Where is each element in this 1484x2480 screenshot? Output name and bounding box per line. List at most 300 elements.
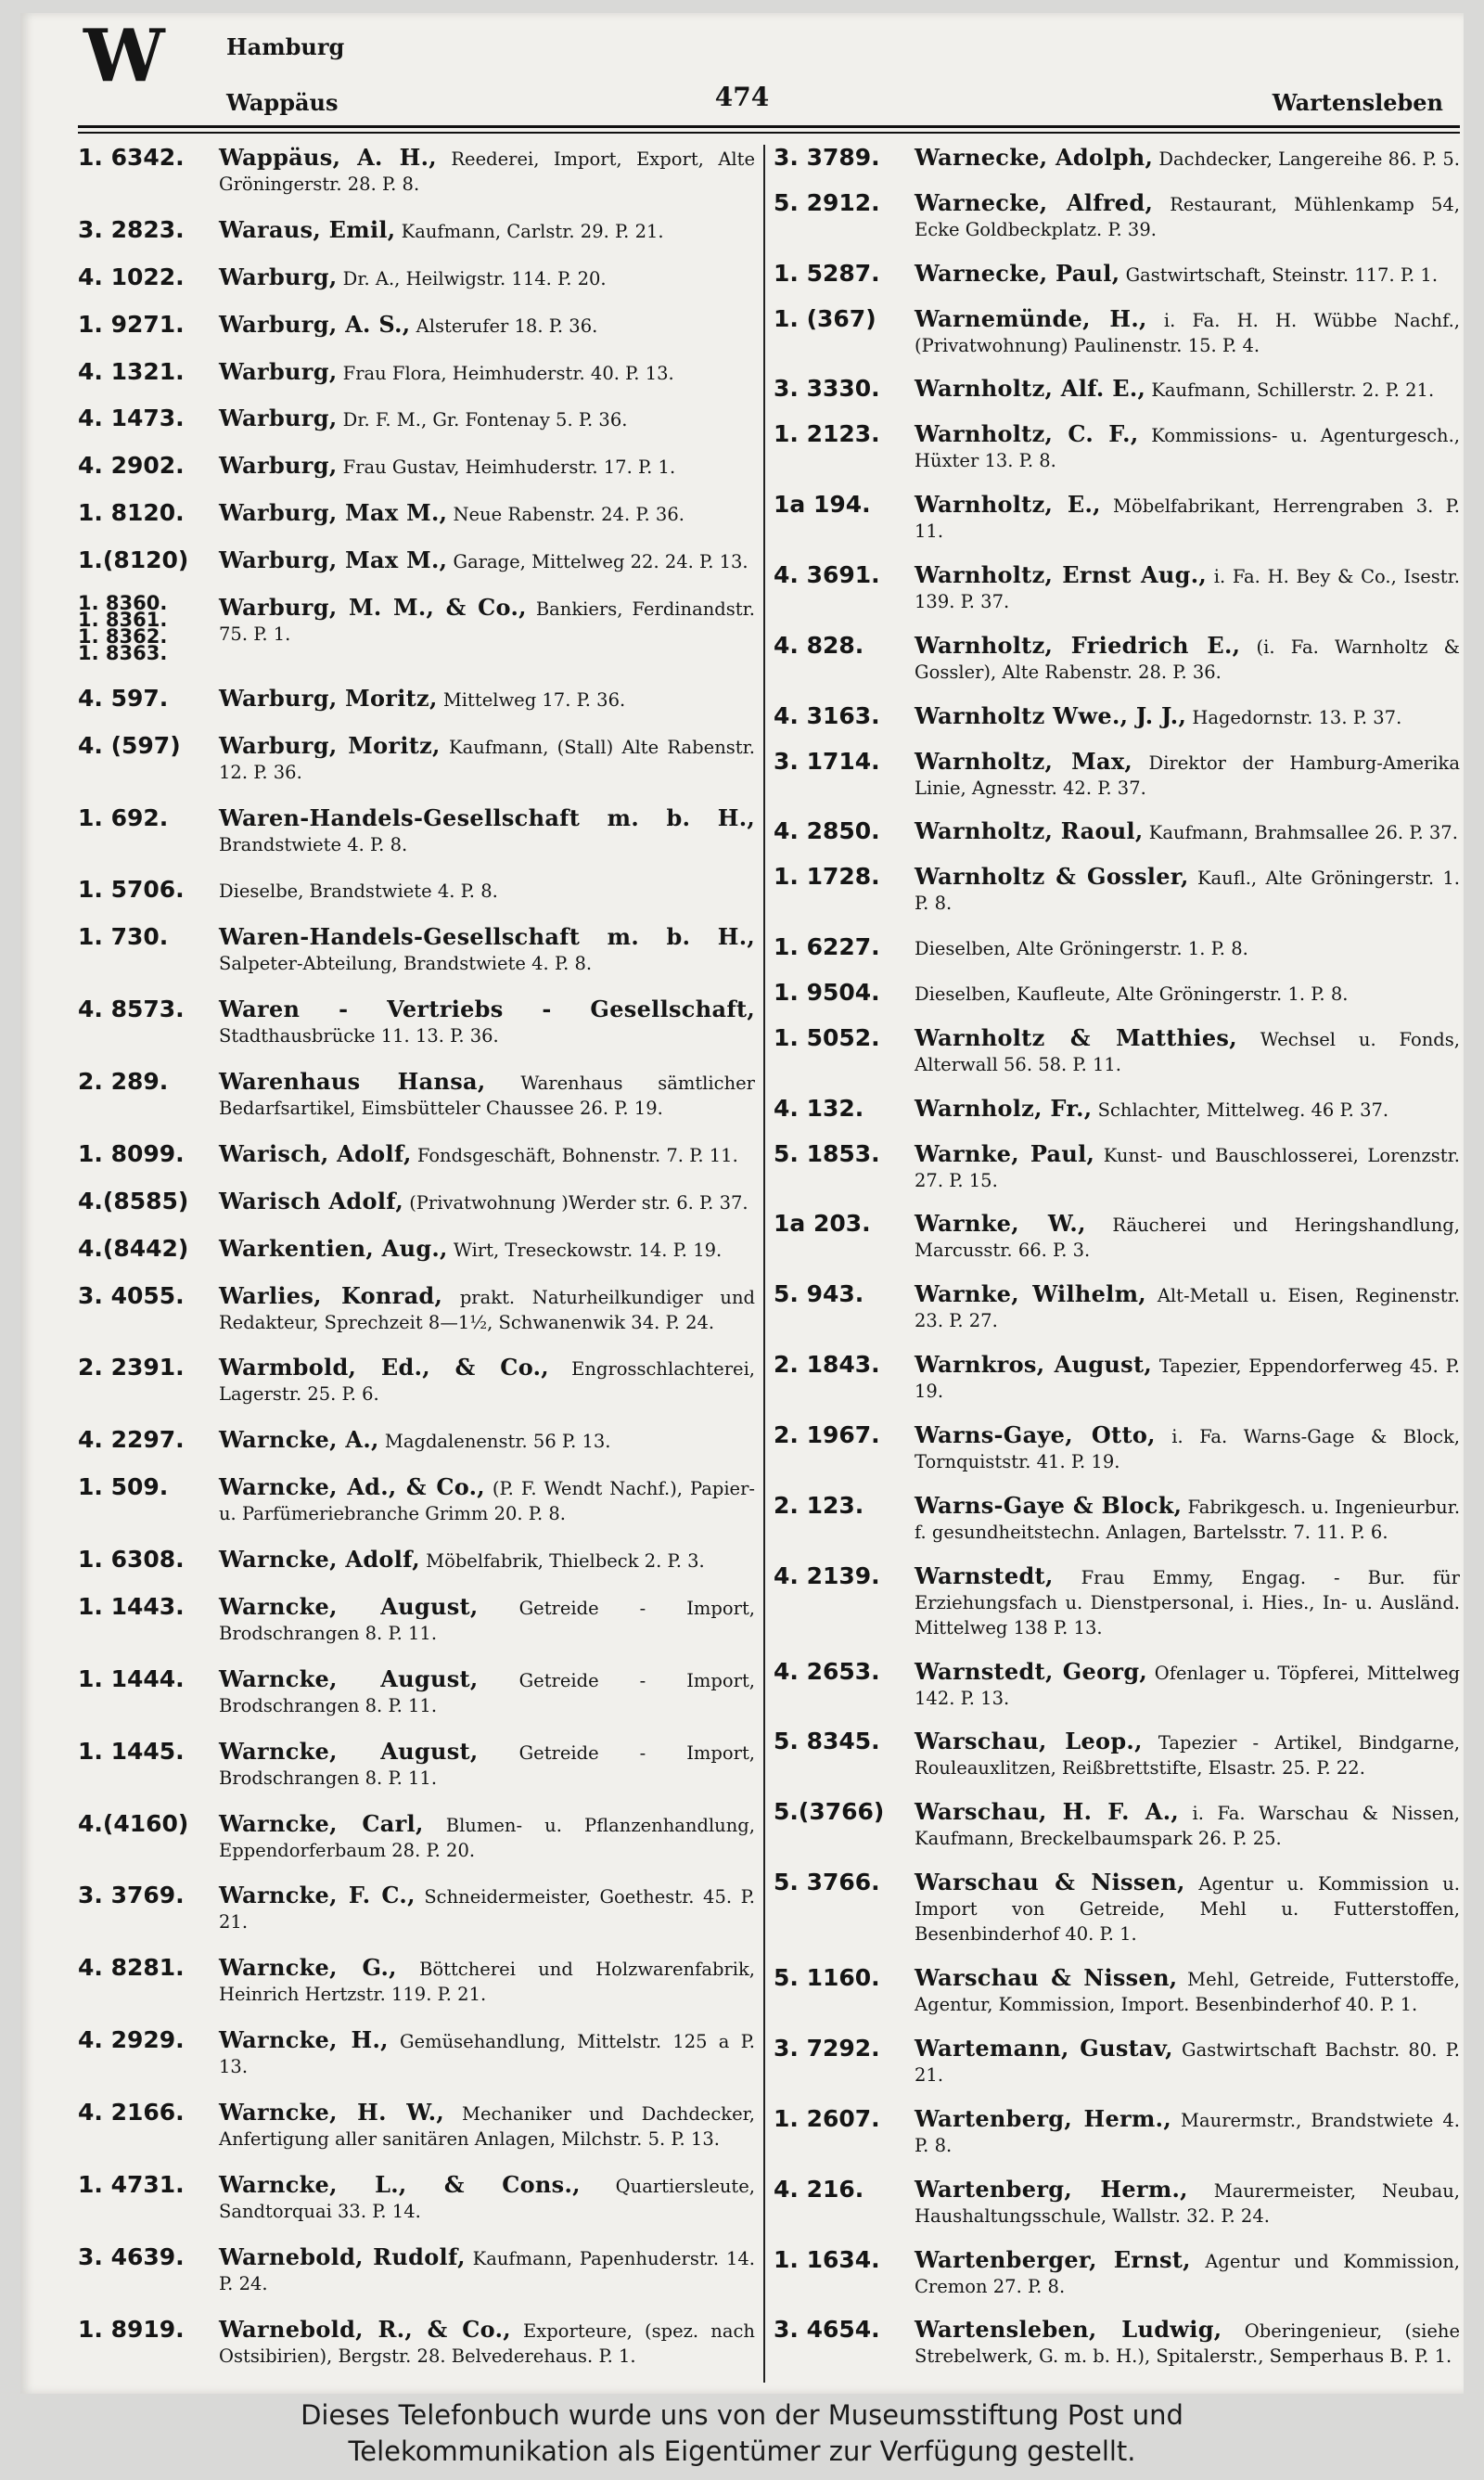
subscriber-name: Warncke, L., & Cons.,: [219, 2170, 581, 2198]
entry-details: Brandstwiete 4. P. 8.: [219, 833, 408, 855]
entry-details: Ofenlager u. Töpferei, Mittelweg 142. P. 13.: [915, 1662, 1460, 1709]
directory-entry: [774, 2106, 1460, 2158]
phone-number: 1. 1443.: [78, 1592, 185, 1620]
subscriber-name: Warnholtz, E.,: [915, 491, 1101, 519]
entry-text: [774, 492, 1460, 544]
phone-number: 2. 1967.: [774, 1421, 880, 1449]
entry-details: Frau Gustav, Heimhuderstr. 17. P. 1.: [337, 456, 676, 479]
subscriber-name: Warnholz, Fr.,: [915, 1094, 1093, 1122]
directory-entry: [78, 733, 755, 785]
directory-entry: [78, 924, 755, 976]
subscriber-name: Warns-Gaye, Otto,: [915, 1421, 1156, 1449]
entry-details: (Privatwohnung )Werder str. 6. P. 37.: [403, 1191, 748, 1214]
entry-details: Maurermeister, Neubau, Haushaltungsschule, Wallstr. 32. P. 24.: [915, 2179, 1460, 2227]
subscriber-name: Warncke, Adolf,: [219, 1546, 420, 1573]
phone-number: 5. 3766.: [774, 1869, 880, 1896]
subscriber-name: Wartensleben, Ludwig,: [915, 2316, 1222, 2344]
directory-entry: [78, 1547, 755, 1574]
subscriber-name: Waren-Handels-Gesellschaft m. b. H.,: [219, 923, 755, 951]
phone-number: 1. 8120.: [78, 499, 185, 527]
entry-details: prakt. Naturheilkundiger und Redakteur, Sprechzeit 8—1½, Schwanenwik 34. P. 24.: [219, 1286, 755, 1333]
entry-text: [78, 924, 755, 976]
subscriber-name: Warncke, August,: [219, 1592, 479, 1620]
entry-text: [774, 1096, 1460, 1123]
directory-entry: [78, 686, 755, 713]
entry-text: [774, 2177, 1460, 2229]
subscriber-name: Warkentien, Aug.,: [219, 1234, 448, 1262]
entry-details: Gemüsehandlung, Mittelstr. 125 a P. 13.: [219, 2031, 755, 2078]
phone-number: 4. 8281.: [78, 1954, 185, 1982]
directory-entry: [774, 1352, 1460, 1404]
directory-entry: [78, 453, 755, 480]
phone-number: 3. 4055.: [78, 1281, 185, 1309]
subscriber-name: Warnke, W.,: [915, 1210, 1086, 1238]
entry-details: Dr. F. M., Gr. Fontenay 5. P. 36.: [337, 409, 628, 431]
phone-number: 4.(8442): [78, 1234, 189, 1262]
header-last-entry: Wartensleben: [1272, 89, 1443, 116]
phone-number: 1. 9271.: [78, 310, 185, 338]
directory-entry: [78, 1811, 755, 1863]
directory-entry: [78, 359, 755, 386]
subscriber-name: Warisch Adolf,: [219, 1187, 403, 1214]
phone-number: 3. 3789.: [774, 144, 880, 171]
directory-entry: [774, 1025, 1460, 1077]
directory-entry: [78, 1882, 755, 1934]
phone-number: 1. 1445.: [78, 1737, 185, 1765]
phone-number: 4. 216.: [774, 2175, 864, 2203]
phone-number: 1. 2123.: [774, 420, 880, 448]
subscriber-name: Warncke, G.,: [219, 1954, 397, 1982]
directory-entry: [774, 2317, 1460, 2369]
phone-number: 4. 3163.: [774, 701, 880, 729]
subscriber-name: Warnecke, Adolph,: [915, 144, 1154, 171]
phone-number: 5. 943.: [774, 1280, 864, 1308]
entry-details: i. Fa. H. Bey & Co., Isestr. 139. P. 37.: [915, 566, 1460, 613]
phone-number: 3. 3769.: [78, 1882, 185, 1909]
phone-number: 1. 9504.: [774, 979, 880, 1007]
phone-number: [78, 591, 168, 664]
entry-details: i. Fa. Warns-Gage & Block, Tornquiststr. 41. P. 19.: [915, 1426, 1461, 1473]
phone-number: 3. 7292.: [774, 2034, 880, 2062]
entry-details: Garage, Mittelweg 22. 24. P. 13.: [447, 551, 748, 572]
entry-details: Quartiersleute, Sandtorquai 33. P. 14.: [219, 2175, 756, 2222]
entry-details: Kaufmann, Brahmsallee 26. P. 37.: [1143, 822, 1458, 844]
entry-details: Agentur und Kommission, Cremon 27. P. 8.: [915, 2250, 1461, 2297]
directory-entry: [78, 312, 755, 339]
subscriber-name: Waraus, Emil,: [219, 215, 396, 243]
directory-entry: [78, 547, 755, 574]
directory-entry: [774, 2247, 1460, 2299]
directory-entry: [774, 562, 1460, 614]
entry-details: Alsterufer 18. P. 36.: [410, 315, 598, 337]
entry-details: Agentur u. Kommission u. Import von Getreide, Mehl u. Futterstoffen, Besenbinderhof 40. P. 1.: [915, 1873, 1460, 1946]
entry-details: Schneidermeister, Goethestr. 45. P. 21.: [219, 1886, 755, 1934]
column-divider: [763, 145, 765, 2383]
directory-entry: [78, 2317, 755, 2369]
entry-details: Wechsel u. Fonds, Alterwall 56. 58. P. 11.: [915, 1028, 1460, 1075]
directory-entry: [78, 1283, 755, 1335]
entry-details: Möbelfabrikant, Herrengraben 3. P. 11.: [915, 495, 1460, 543]
phone-number: 2. 1843.: [774, 1351, 880, 1379]
subscriber-name: Warncke, Ad., & Co.,: [219, 1473, 485, 1501]
phone-number: 1. 8919.: [78, 2315, 185, 2343]
entry-details: Oberingenieur, (siehe Strebelwerk, G. m. b. H.), Spitalerstr., Semperhaus B. P. 1.: [915, 2320, 1461, 2368]
subscriber-name: Warncke, August,: [219, 1737, 479, 1765]
phone-number: 2. 289.: [78, 1068, 169, 1095]
entry-details: Salpeter-Abteilung, Brandstwiete 4. P. 8.: [219, 953, 593, 975]
entry-details: Frau Flora, Heimhuderstr. 40. P. 13.: [337, 362, 674, 384]
subscriber-name: Warnholtz, Max,: [915, 747, 1133, 775]
subscriber-name: Warncke, H. W.,: [219, 2099, 445, 2126]
subscriber-name: Warburg,: [219, 405, 338, 432]
subscriber-name: Warenhaus Hansa,: [219, 1068, 486, 1095]
directory-entry: [774, 1493, 1460, 1545]
phone-number: 3. 3330.: [774, 375, 880, 403]
directory-entry: [78, 1141, 755, 1168]
right-column: [774, 145, 1460, 2387]
entry-details: Böttcherei und Holzwarenfabrik, Heinrich Hertzstr. 119. P. 21.: [219, 1959, 755, 2006]
phone-number: 4. 2297.: [78, 1426, 185, 1454]
phone-number-line: 1. 8360.: [78, 591, 168, 614]
directory-entry: [78, 1069, 755, 1121]
phone-number: 1. 6342.: [78, 144, 185, 171]
entry-details: i. Fa. H. H. Wübbe Nachf., (Privatwohnung) Paulinenstr. 15. P. 4.: [915, 309, 1460, 356]
phone-number: 1. 1634.: [774, 2245, 880, 2273]
directory-entry: [78, 1666, 755, 1718]
entry-details: Engrosschlachterei, Lagerstr. 25. P. 6.: [219, 1358, 756, 1406]
entry-details: Dieselben, Alte Gröningerstr. 1. P. 8.: [915, 938, 1248, 960]
directory-entry: [774, 376, 1460, 403]
entry-details: Tapezier - Artikel, Bindgarne, Rouleauxlitzen, Reißbrettstifte, Elsastr. 25. P. 22.: [915, 1732, 1460, 1780]
entry-details: Restaurant, Mühlenkamp 54, Ecke Goldbeckplatz. P. 39.: [915, 193, 1461, 240]
directory-entry: [774, 1422, 1460, 1474]
phone-number: 1. 4731.: [78, 2170, 185, 2198]
phone-number: 4. 828.: [774, 631, 864, 659]
phone-number: 4. 3691.: [774, 561, 880, 589]
subscriber-name: Waren-Handels-Gesellschaft m. b. H.,: [219, 803, 755, 831]
subscriber-name: Warburg, Moritz,: [219, 731, 441, 759]
subscriber-name: Warburg,: [219, 263, 338, 290]
phone-number: 1. 5706.: [78, 876, 185, 904]
header-rule-top: [78, 125, 1460, 128]
entry-details: Dachdecker, Langereihe 86. P. 5.: [1153, 148, 1460, 170]
subscriber-name: Warnemünde, H.,: [915, 304, 1147, 332]
entry-text: [774, 1493, 1460, 1545]
directory-entry: [774, 190, 1460, 242]
entry-details: Fabrikgesch. u. Ingenieurbur. f. gesundheitstechn. Anlagen, Bartelsstr. 7. 11. P. 6.: [915, 1496, 1461, 1543]
directory-entry: [78, 1189, 755, 1215]
entry-details: Fondsgeschäft, Bohnenstr. 7. P. 11.: [411, 1144, 738, 1166]
directory-entry: [78, 996, 755, 1048]
entry-details: Blumen- u. Pflanzenhandlung, Eppendorferbaum 28. P. 20.: [219, 1814, 755, 1861]
phone-number: 1. 6227.: [774, 933, 880, 961]
entry-details: (P. F. Wendt Nachf.), Papier- u. Parfümeriebranche Grimm 20. P. 8.: [219, 1478, 756, 1525]
subscriber-name: Warnkros, August,: [915, 1351, 1153, 1379]
left-column: [78, 145, 755, 2389]
entry-details: Kaufmann, Carlstr. 29. P. 21.: [395, 220, 664, 242]
phone-number: 4. (597): [78, 731, 181, 759]
entry-details: Getreide - Import, Brodschrangen 8. P. 11.: [219, 1597, 756, 1644]
footer-line-1: Dieses Telefonbuch wurde uns von der Museumsstiftung Post und: [301, 2399, 1183, 2431]
phone-number: 4. 1022.: [78, 263, 185, 290]
entry-details: Schlachter, Mittelweg. 46 P. 37.: [1092, 1099, 1389, 1121]
directory-entry: [78, 1427, 755, 1454]
directory-entry: [78, 1594, 755, 1646]
subscriber-name: Warburg, A. S.,: [219, 310, 411, 338]
entry-details: Wirt, Treseckowstr. 14. P. 19.: [447, 1239, 723, 1261]
subscriber-name: Wartemann, Gustav,: [915, 2034, 1173, 2062]
phone-number: 1. 8099.: [78, 1139, 185, 1167]
entry-text: [78, 1474, 755, 1526]
subscriber-name: Warnke, Wilhelm,: [915, 1280, 1146, 1308]
directory-entry: [774, 1965, 1460, 2017]
phone-number: 4. 2653.: [774, 1657, 880, 1685]
phone-number: 4. 2850.: [774, 817, 880, 845]
entry-text: [78, 591, 755, 647]
subscriber-name: Warschau & Nissen,: [915, 1869, 1185, 1896]
footer-line-2: Telekommunikation als Eigentümer zur Verfügung gestellt.: [348, 2435, 1136, 2467]
subscriber-name: Warnholtz & Matthies,: [915, 1023, 1237, 1051]
phone-number: 2. 2391.: [78, 1354, 185, 1381]
entry-text: [774, 633, 1460, 685]
entry-details: Mechaniker und Dachdecker, Anfertigung aller sanitären Anlagen, Milchstr. 5. P. 13.: [219, 2103, 755, 2150]
entry-details: Kunst- und Bauschlosserei, Lorenzstr. 27. P. 15.: [915, 1144, 1460, 1191]
phone-number: 4. 2139.: [774, 1561, 880, 1589]
entry-details: Gastwirtschaft, Steinstr. 117. P. 1.: [1119, 263, 1439, 286]
phone-number: 4. 2902.: [78, 452, 185, 480]
directory-entry: [78, 877, 755, 904]
subscriber-name: Warncke, Carl,: [219, 1809, 424, 1837]
directory-entry: [78, 805, 755, 857]
directory-entry: [78, 1355, 755, 1407]
directory-entry: [78, 500, 755, 527]
phone-number: 3. 4654.: [774, 2316, 880, 2344]
subscriber-name: Warnke, Paul,: [915, 1139, 1095, 1167]
phone-number: 4. 2929.: [78, 2026, 185, 2054]
entry-details: Magdalenenstr. 56 P. 13.: [378, 1431, 611, 1453]
entry-details: Dieselben, Kaufleute, Alte Gröningerstr. 1. P. 8.: [915, 983, 1349, 1006]
entry-details: Kaufmann, (Stall) Alte Rabenstr. 12. P. 36.: [219, 736, 755, 783]
directory-entry: [774, 1096, 1460, 1123]
phone-number: 1. 692.: [78, 803, 169, 831]
subscriber-name: Warschau, H. F. A.,: [915, 1798, 1180, 1826]
directory-entry: [78, 1474, 755, 1526]
phone-number: 1a 203.: [774, 1210, 871, 1238]
directory-entry: [78, 2172, 755, 2224]
subscriber-name: Waren - Vertriebs - Gesellschaft,: [219, 996, 755, 1023]
directory-entry: [78, 591, 755, 665]
subscriber-name: Warburg, Moritz,: [219, 684, 438, 712]
directory-entry: [774, 145, 1460, 172]
phone-number: 1. 1444.: [78, 1664, 185, 1692]
entry-details: Tapezier, Eppendorferweg 45. P. 19.: [915, 1356, 1460, 1403]
entry-text: [78, 805, 755, 857]
subscriber-name: Warnholtz, Friedrich E.,: [915, 631, 1241, 659]
footer-notice: [0, 2397, 1484, 2470]
subscriber-name: Warnholtz Wwe., J. J.,: [915, 701, 1187, 729]
subscriber-name: Warnholtz, C. F.,: [915, 420, 1139, 448]
entry-details: Kaufmann, Papenhuderstr. 14. P. 24.: [219, 2247, 755, 2294]
phone-number: 1a 194.: [774, 491, 871, 519]
entry-text: [774, 1211, 1460, 1263]
header-rule-bottom: [78, 132, 1460, 134]
phone-number: 4.(8585): [78, 1187, 189, 1214]
directory-entry: [774, 1141, 1460, 1193]
directory-entry: [774, 1659, 1460, 1711]
directory-entry: [774, 1799, 1460, 1851]
subscriber-name: Warnholtz, Ernst Aug.,: [915, 561, 1208, 589]
entry-details: Hagedornstr. 13. P. 37.: [1186, 706, 1402, 728]
directory-entry: [774, 421, 1460, 473]
subscriber-name: Warburg, Max M.,: [219, 546, 448, 573]
subscriber-name: Warburg,: [219, 357, 338, 385]
phone-number-line: 1. 8362.: [78, 624, 168, 648]
subscriber-name: Warncke, August,: [219, 1664, 479, 1692]
entry-details: Räucherei und Heringshandlung, Marcusstr. 66. P. 3.: [915, 1214, 1460, 1262]
phone-number: 4. 8573.: [78, 996, 185, 1023]
directory-entry: [78, 145, 755, 197]
entry-details: Maurermstr., Brandstwiete 4. P. 8.: [915, 2109, 1460, 2156]
entry-text: [774, 1281, 1460, 1333]
entry-details: Kaufl., Alte Gröningerstr. 1. P. 8.: [915, 867, 1460, 915]
directory-entry: [774, 492, 1460, 544]
phone-number: 4. 132.: [774, 1094, 864, 1122]
entry-details: Möbelfabrik, Thielbeck 2. P. 3.: [419, 1550, 705, 1572]
phone-number: 5. 1160.: [774, 1964, 880, 1992]
entry-text: [78, 1069, 755, 1121]
directory-entry: [774, 1281, 1460, 1333]
phone-number: 5. 2912.: [774, 188, 880, 216]
entry-details: Bankiers, Ferdinandstr. 75. P. 1.: [219, 598, 755, 645]
directory-entry: [774, 1211, 1460, 1263]
entry-details: Exporteure, (spez. nach Ostsibirien), Bergstr. 28. Belvederehaus. P. 1.: [219, 2319, 755, 2367]
phone-number-line: 1. 8361.: [78, 608, 168, 631]
entry-text: [774, 306, 1460, 358]
section-letter: W: [83, 14, 163, 98]
subscriber-name: Warnholtz, Alf. E.,: [915, 375, 1146, 403]
entry-details: Frau Emmy, Engag. - Bur. für Erziehungsfach u. Dienstpersonal, i. Hies., In- u. Ausländ. Mittelweg 138 P. 13.: [915, 1566, 1460, 1638]
directory-entry: [78, 1236, 755, 1263]
directory-entry: [78, 1955, 755, 2007]
directory-entry: [774, 306, 1460, 358]
directory-entry: [774, 1728, 1460, 1780]
subscriber-name: Warlies, Konrad,: [219, 1281, 443, 1309]
phone-number: 4.(4160): [78, 1809, 189, 1837]
directory-entry: [78, 1739, 755, 1791]
phone-number: 2. 123.: [774, 1491, 864, 1519]
header-first-entry: Wappäus: [226, 89, 339, 116]
directory-entry: [774, 980, 1460, 1007]
phone-number: 1. 6308.: [78, 1546, 185, 1573]
subscriber-name: Warns-Gaye & Block,: [915, 1491, 1183, 1519]
phone-number: 3. 2823.: [78, 215, 185, 243]
entry-details: (i. Fa. Warnholtz & Gossler), Alte Rabenstr. 28. P. 36.: [915, 636, 1460, 683]
subscriber-name: Wartenberger, Ernst,: [915, 2245, 1191, 2273]
subscriber-name: Warschau, Leop.,: [915, 1728, 1143, 1755]
directory-entry: [774, 1870, 1460, 1947]
directory-entry: [774, 864, 1460, 916]
subscriber-name: Wartenberg, Herm.,: [915, 2175, 1188, 2203]
page-number: 474: [714, 82, 770, 112]
entry-details: Direktor der Hamburg-Amerika Linie, Agnesstr. 42. P. 37.: [915, 752, 1460, 799]
subscriber-name: Warnholtz, Raoul,: [915, 817, 1144, 845]
phone-number: 1. 509.: [78, 1473, 169, 1501]
directory-entry: [774, 934, 1460, 961]
entry-details: Warenhaus sämtlicher Bedarfsartikel, Eimsbütteler Chaussee 26. P. 19.: [219, 1073, 755, 1119]
subscriber-name: Warisch, Adolf,: [219, 1139, 412, 1167]
subscriber-name: Warnebold, Rudolf,: [219, 2242, 466, 2270]
header-city: Hamburg: [226, 33, 345, 60]
directory-entry: [774, 261, 1460, 288]
phone-number: 5. 1853.: [774, 1139, 880, 1167]
directory-page: [20, 13, 1464, 2394]
directory-entry: [78, 2100, 755, 2152]
phone-number: 4. 1321.: [78, 357, 185, 385]
subscriber-name: Warnholtz & Gossler,: [915, 863, 1189, 891]
entry-details: Kommissions- u. Agenturgesch., Hüxter 13. P. 8.: [915, 425, 1460, 472]
subscriber-name: Warburg,: [219, 452, 338, 480]
subscriber-name: Warncke, F. C.,: [219, 1882, 416, 1909]
subscriber-name: Warncke, A.,: [219, 1426, 379, 1454]
phone-number: 5.(3766): [774, 1798, 885, 1826]
subscriber-name: Warnebold, R., & Co.,: [219, 2315, 511, 2343]
directory-entry: [78, 217, 755, 244]
subscriber-name: Wappäus, A. H.,: [219, 144, 437, 171]
phone-number: 4. 1473.: [78, 405, 185, 432]
phone-number-line: 1. 8363.: [78, 641, 168, 664]
phone-number: 4. 2166.: [78, 2099, 185, 2126]
subscriber-name: Warnstedt,: [915, 1561, 1054, 1589]
phone-number: 1. 5052.: [774, 1023, 880, 1051]
entry-details: Stadthausbrücke 11. 13. P. 36.: [219, 1025, 499, 1047]
entry-details: Getreide - Import, Brodschrangen 8. P. 11.: [219, 1669, 756, 1716]
phone-number: 1. (367): [774, 304, 876, 332]
phone-number: 1. 730.: [78, 923, 169, 951]
subscriber-name: Warmbold, Ed., & Co.,: [219, 1354, 549, 1381]
directory-entry: [774, 1563, 1460, 1640]
entry-details: Reederei, Import, Export, Alte Gröningerstr. 28. P. 8.: [219, 148, 756, 195]
entry-details: Alt-Metall u. Eisen, Reginenstr. 23. P. 27.: [915, 1285, 1460, 1332]
phone-number: 3. 1714.: [774, 747, 880, 775]
directory-entry: [774, 2036, 1460, 2088]
phone-number: 1. 2607.: [774, 2104, 880, 2132]
entry-details: Getreide - Import, Brodschrangen 8. P. 11.: [219, 1741, 756, 1789]
subscriber-name: Warschau & Nissen,: [915, 1964, 1178, 1992]
directory-entry: [78, 2027, 755, 2079]
entry-details: Dieselbe, Brandstwiete 4. P. 8.: [219, 880, 498, 903]
phone-number: 1. 5287.: [774, 259, 880, 287]
subscriber-name: Warnecke, Paul,: [915, 259, 1120, 287]
subscriber-name: Warnecke, Alfred,: [915, 188, 1154, 216]
entry-details: Dr. A., Heilwigstr. 114. P. 20.: [337, 267, 607, 289]
phone-number: 4. 597.: [78, 684, 169, 712]
phone-number: 1. 1728.: [774, 863, 880, 891]
entry-text: [78, 686, 755, 713]
subscriber-name: Warncke, H.,: [219, 2026, 389, 2054]
directory-entry: [774, 2177, 1460, 2229]
directory-entry: [774, 633, 1460, 685]
entry-details: Mittelweg 17. P. 36.: [437, 688, 626, 711]
subscriber-name: Wartenberg, Herm.,: [915, 2104, 1171, 2132]
directory-entry: [774, 703, 1460, 730]
directory-entry: [78, 2244, 755, 2296]
entry-details: Mehl, Getreide, Futterstoffe, Agentur, Kommission, Import. Besenbinderhof 40. P. 1.: [915, 1969, 1460, 2016]
entry-details: Gastwirtschaft Bachstr. 80. P. 21.: [915, 2038, 1460, 2086]
directory-entry: [78, 264, 755, 291]
directory-entry: [78, 405, 755, 432]
directory-entry: [774, 818, 1460, 845]
phone-number: 1.(8120): [78, 546, 189, 573]
